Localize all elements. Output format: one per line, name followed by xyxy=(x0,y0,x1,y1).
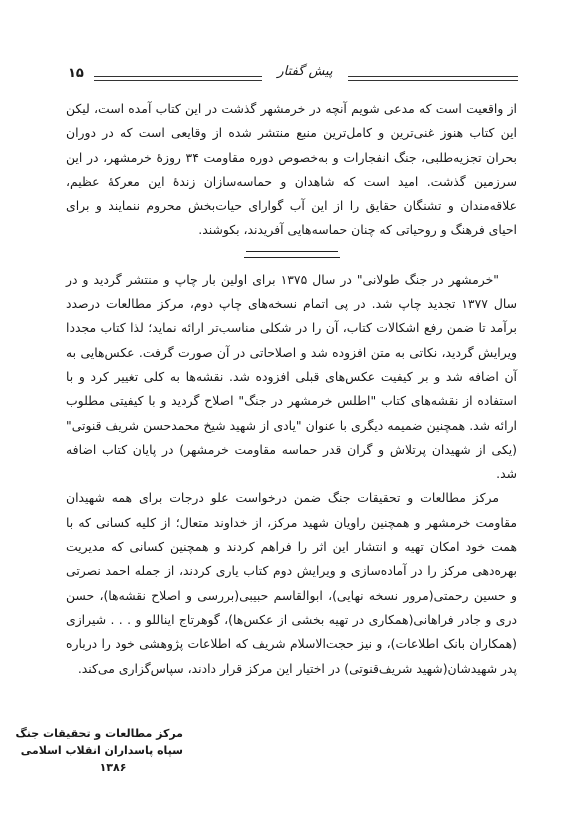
section-divider xyxy=(66,245,517,265)
signature-year: ۱۳۸۶ xyxy=(99,761,127,774)
divider-line-top xyxy=(246,251,338,252)
header-rule-left xyxy=(94,76,262,81)
paragraph-acknowledgements: مرکز مطالعات و تحقیقات جنگ ضمن درخواست علو درجات برای همه شهیدان مقاومت خرمشهر و همچنین راویان شهید مرکز، از خداوند متعال؛ از کلیه کسانی که با همت خود امکان تهیه و انتشار این اثر را فراهم کردند و همچنین کسانی که مدیریت بهره‌دهی مرکز را در آماده‌سازی و ویرایش دوم کتاب یاری کردند، از جمله احمد نصرتی و حسین رحمتی(مرور نسخه نهایی)، ابوالقاسم حبیبی(بررسی و اصلاح نقشه‌ها)، حسن دری و جادر فراهانی(همکاری در تهیه بخشی از عکس‌ها)، گوهرتاج ایناللو و . . . شیرازی (همکاران بانک اطلاعات)، و نیز حجت‌الاسلام شریف که اطلاعات پژوهشی خود را درباره پدر شهیدشان(شهید شریف‌قنوتی) در اختیار این مرکز قرار دادند، سپاس‌گزاری می‌کند. xyxy=(66,490,517,676)
divider-line-bottom xyxy=(244,257,340,258)
page-number: ۱۵ xyxy=(68,66,84,81)
running-title: پیش گفتار xyxy=(277,64,333,79)
signature-block xyxy=(15,725,183,776)
page-header xyxy=(66,62,517,86)
signature-parent-organization: سپاه پاسداران انقلاب اسلامی xyxy=(20,744,183,757)
paragraph-edition-history: "خرمشهر در جنگ طولانی" در سال ۱۳۷۵ برای اولین بار چاپ و منتشر گردید و در سال ۱۳۷۷ تجدید چاپ شد. در پی اتمام نسخه‌های چاپ دوم، مرکز مطالعات درصدد برآمد تا ضمن رفع اشکالات کتاب، آن را در شکلی مناسب‌تر ارائه نماید؛ لذا کتاب مجددا ویرایش گردید، نکاتی به متن افزوده شد و اصلاحاتی در آن صورت گرفت. عکس‌هایی به آن اضافه شد و بر کیفیت عکس‌های قبلی افزوده شد. نقشه‌ها به کلی تغییر کرد و با استفاده از نقشه‌های کتاب "اطلس خرمشهر در جنگ" اصلاح گردید و با کیفیتی مطلوب ارائه شد. همچنین ضمیمه دیگری با عنوان "یادی از شهید شیخ محمدحسن شریف قنوتی" (یکی از شهیدان پرتلاش و گران قدر حماسه مقاومت خرمشهر) در پایان کتاب اضافه شد. xyxy=(66,271,517,482)
signature-organization: مرکز مطالعات و تحقیقات جنگ xyxy=(15,727,183,740)
header-rule-right xyxy=(348,76,518,81)
paragraph-continuation: از واقعیت است که مدعی شویم آنچه در خرمشهر گذشت در این کتاب آمده است، لیکن این کتاب هنوز غنی‌ترین و کامل‌ترین منبع منتشر شده از وقایعی است که در دوران بحران تجزیه‌طلبی، جنگ انفجارات و به‌خصوص دوره مقاومت ۳۴ روزهٔ خرمشهر، در این سرزمین گذشت. امید است که شاهدان و حماسه‌سازان زندهٔ این معرکهٔ عظیم، علاقه‌مندان و تشنگان حقایق را از این آب گوارای حیات‌بخش محروم ننمایند و برای احیای فرهنگ و روحیاتی که چنان حماسه‌هایی آفریدند، بکوشند. xyxy=(66,101,517,238)
body-text xyxy=(66,97,517,681)
